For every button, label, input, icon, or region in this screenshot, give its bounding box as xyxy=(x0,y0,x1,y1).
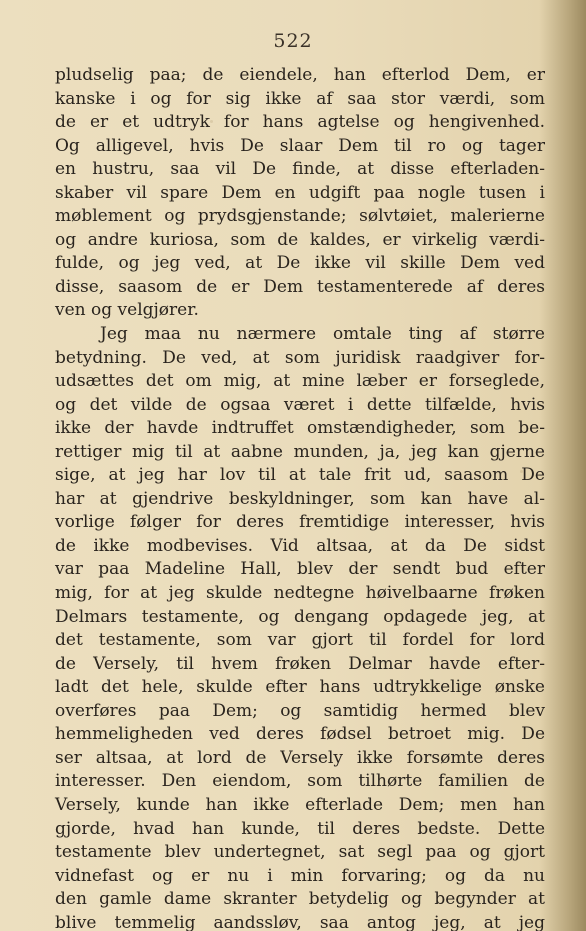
text-line: ikke der havde indtruffet omstændigheder, som be- xyxy=(55,418,545,439)
text-line: de Versely, til hvem frøken Delmar havde efter- xyxy=(55,653,545,674)
text-line: mig, for at jeg skulde nedtegne høivelbaarne frøken xyxy=(55,583,545,604)
text-line: disse, saasom de er Dem testamenterede af deres xyxy=(55,276,545,297)
text-line: blive temmelig aandssløv, saa antog jeg, at jeg xyxy=(55,912,545,931)
text-line: ven og velgjører. xyxy=(55,300,199,321)
text-line: rettiger mig til at aabne munden, ja, jeg kan gjerne xyxy=(55,441,545,462)
text-line: Versely, kunde han ikke efterlade Dem; men han xyxy=(55,794,545,815)
text-line: betydning. De ved, at som juridisk raadgiver for- xyxy=(55,347,545,368)
text-line: det testamente, som var gjort til fordel for lord xyxy=(55,630,545,651)
body-text xyxy=(55,64,545,931)
text-line: og det vilde de ogsaa været i dette tilfælde, hvis xyxy=(55,394,545,415)
text-line: overføres paa Dem; og samtidig hermed blev xyxy=(55,700,545,721)
text-line: udsættes det om mig, at mine læber er forseglede, xyxy=(55,371,545,392)
text-line: ser altsaa, at lord de Versely ikke forsømte deres xyxy=(55,747,545,768)
text-line: de ikke modbevises. Vid altsaa, at da De sidst xyxy=(55,535,545,556)
text-line: pludselig paa; de eiendele, han efterlod Dem, er xyxy=(55,65,545,85)
text-line: Jeg maa nu nærmere omtale ting af større xyxy=(100,324,545,345)
text-line: har at gjendrive beskyldninger, som kan have al- xyxy=(55,488,545,509)
text-line: testamente blev undertegnet, sat segl paa og gjort xyxy=(55,842,545,863)
text-line: var paa Madeline Hall, blev der sendt bud efter xyxy=(55,559,545,580)
text-line: fulde, og jeg ved, at De ikke vil skille Dem ved xyxy=(55,253,545,274)
text-line: møblement og prydsgjenstande; sølvtøiet, malerierne xyxy=(55,206,545,227)
text-line: og andre kuriosa, som de kaldes, er virkelig værdi- xyxy=(55,229,545,250)
text-line: kanske i og for sig ikke af saa stor værdi, som xyxy=(55,88,545,109)
text-line: den gamle dame skranter betydelig og begynder at xyxy=(55,889,545,910)
text-line: Delmars testamente, og dengang opdagede jeg, at xyxy=(55,606,545,627)
text-line: skaber vil spare Dem en udgift paa nogle tusen i xyxy=(55,182,545,203)
text-line: Og alligevel, hvis De slaar Dem til ro og tager xyxy=(55,135,545,156)
text-line: vidnefast og er nu i min forvaring; og da nu xyxy=(55,865,545,886)
text-line: sige, at jeg har lov til at tale frit ud, saasom De xyxy=(55,465,545,486)
text-line: hemmeligheden ved deres fødsel betroet mig. De xyxy=(55,724,545,745)
text-line: de er et udtryk for hans agtelse og hengivenhed. xyxy=(55,112,545,133)
text-line: en hustru, saa vil De finde, at disse efterladen- xyxy=(55,159,545,180)
text-line: interesser. Den eiendom, som tilhørte familien de xyxy=(55,771,545,792)
page-number: 522 xyxy=(273,30,313,52)
text-line: gjorde, hvad han kunde, til deres bedste. Dette xyxy=(55,818,545,839)
text-line: ladt det hele, skulde efter hans udtrykkelige ønske xyxy=(55,677,545,698)
text-line: vorlige følger for deres fremtidige interesser, hvis xyxy=(55,512,545,533)
